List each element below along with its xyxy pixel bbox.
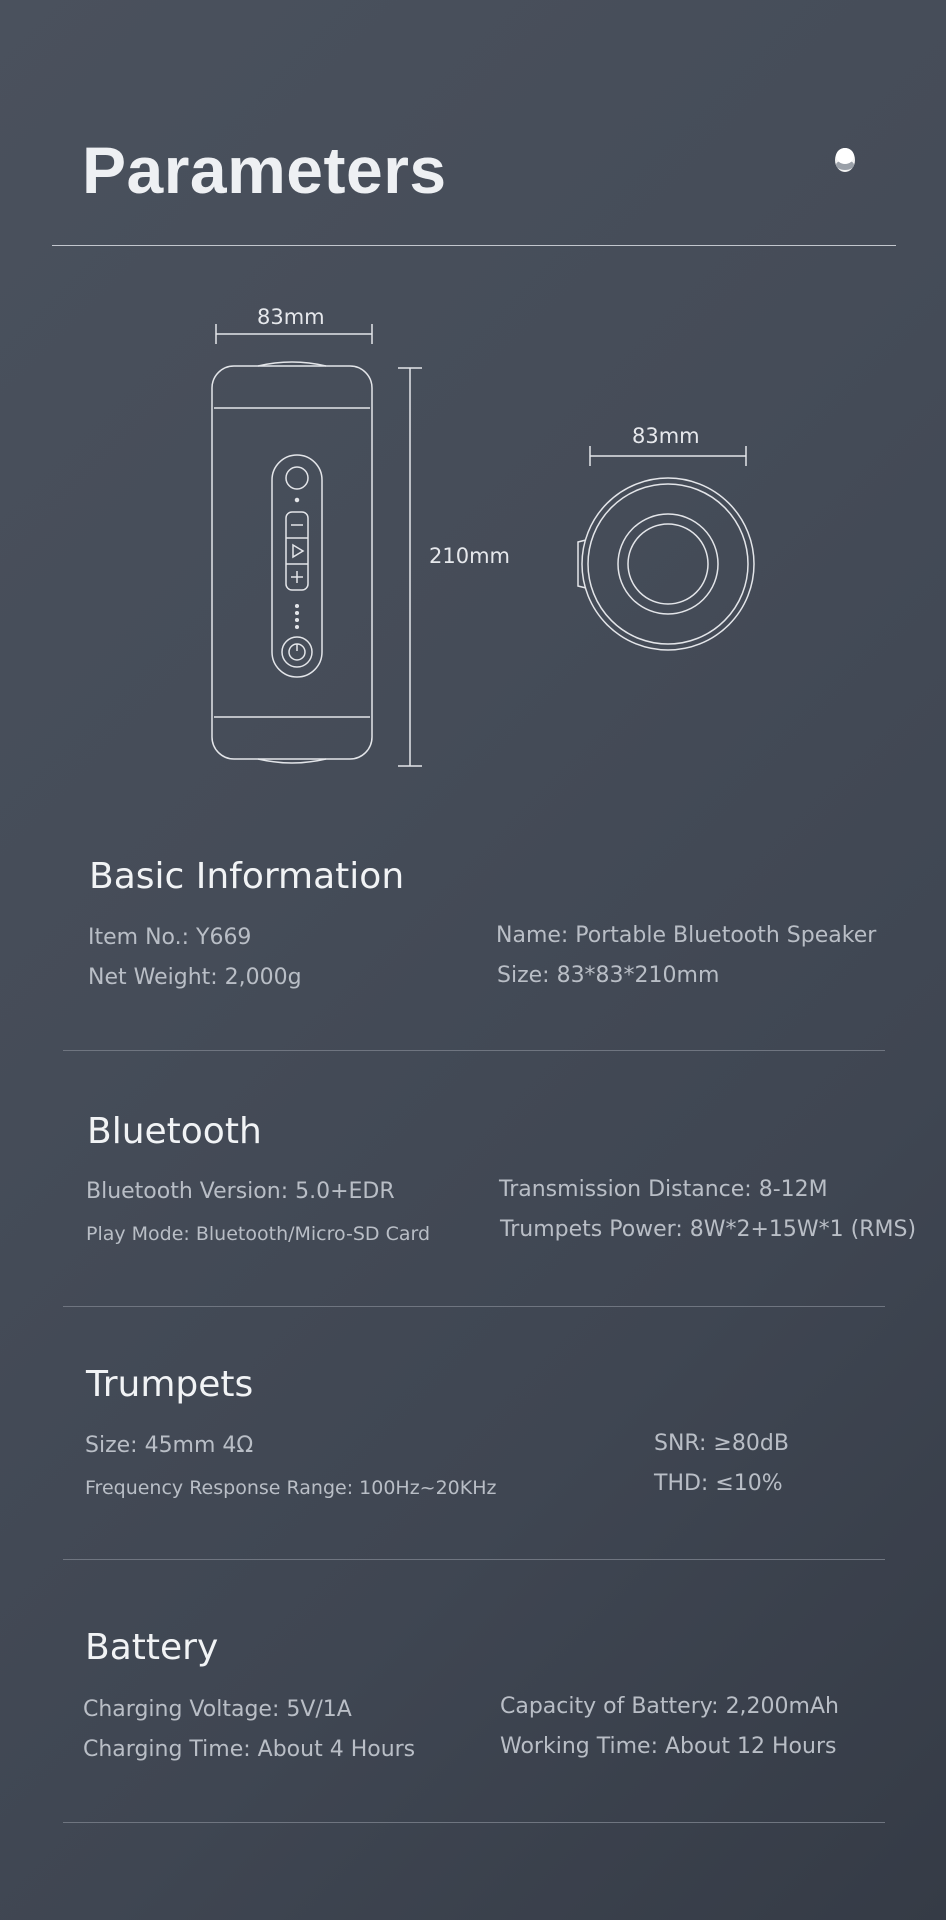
basic-info-title: Basic Information xyxy=(89,856,405,897)
product-name-text: Name: Portable Bluetooth Speaker xyxy=(496,923,877,948)
trumpets-power-text: Trumpets Power: 8W*2+15W*1 (RMS) xyxy=(500,1217,917,1242)
battery-title: Battery xyxy=(85,1627,219,1668)
bluetooth-version-text: Bluetooth Version: 5.0+EDR xyxy=(86,1179,395,1204)
play-mode-text: Play Mode: Bluetooth/Micro-SD Card xyxy=(86,1223,431,1245)
frequency-response-text: Frequency Response Range: 100Hz~20KHz xyxy=(85,1477,497,1499)
charging-voltage-text: Charging Voltage: 5V/1A xyxy=(83,1697,352,1722)
dimension-diagram xyxy=(0,290,946,790)
page-title: Parameters xyxy=(82,133,447,207)
title-divider xyxy=(52,245,896,246)
front-width-label: 83mm xyxy=(257,305,325,329)
product-size-text: Size: 83*83*210mm xyxy=(497,963,720,988)
section-divider xyxy=(63,1822,885,1823)
charging-time-text: Charging Time: About 4 Hours xyxy=(83,1737,416,1762)
section-divider xyxy=(63,1306,885,1307)
trumpets-title: Trumpets xyxy=(86,1364,254,1405)
thd-text: THD: ≤10% xyxy=(654,1471,783,1496)
section-divider xyxy=(63,1050,885,1051)
transmission-distance-text: Transmission Distance: 8-12M xyxy=(499,1177,828,1202)
battery-capacity-text: Capacity of Battery: 2,200mAh xyxy=(500,1694,839,1719)
bluetooth-title: Bluetooth xyxy=(87,1111,262,1152)
working-time-text: Working Time: About 12 Hours xyxy=(500,1734,837,1759)
section-divider xyxy=(63,1559,885,1560)
item-no-text: Item No.: Y669 xyxy=(88,925,252,950)
snr-text: SNR: ≥80dB xyxy=(654,1431,789,1456)
height-label: 210mm xyxy=(429,544,510,568)
speaker-drawing xyxy=(0,290,946,790)
toggle-dot-icon xyxy=(830,144,860,174)
net-weight-text: Net Weight: 2,000g xyxy=(88,965,302,990)
top-width-label: 83mm xyxy=(632,424,700,448)
trumpet-size-text: Size: 45mm 4Ω xyxy=(85,1433,254,1458)
